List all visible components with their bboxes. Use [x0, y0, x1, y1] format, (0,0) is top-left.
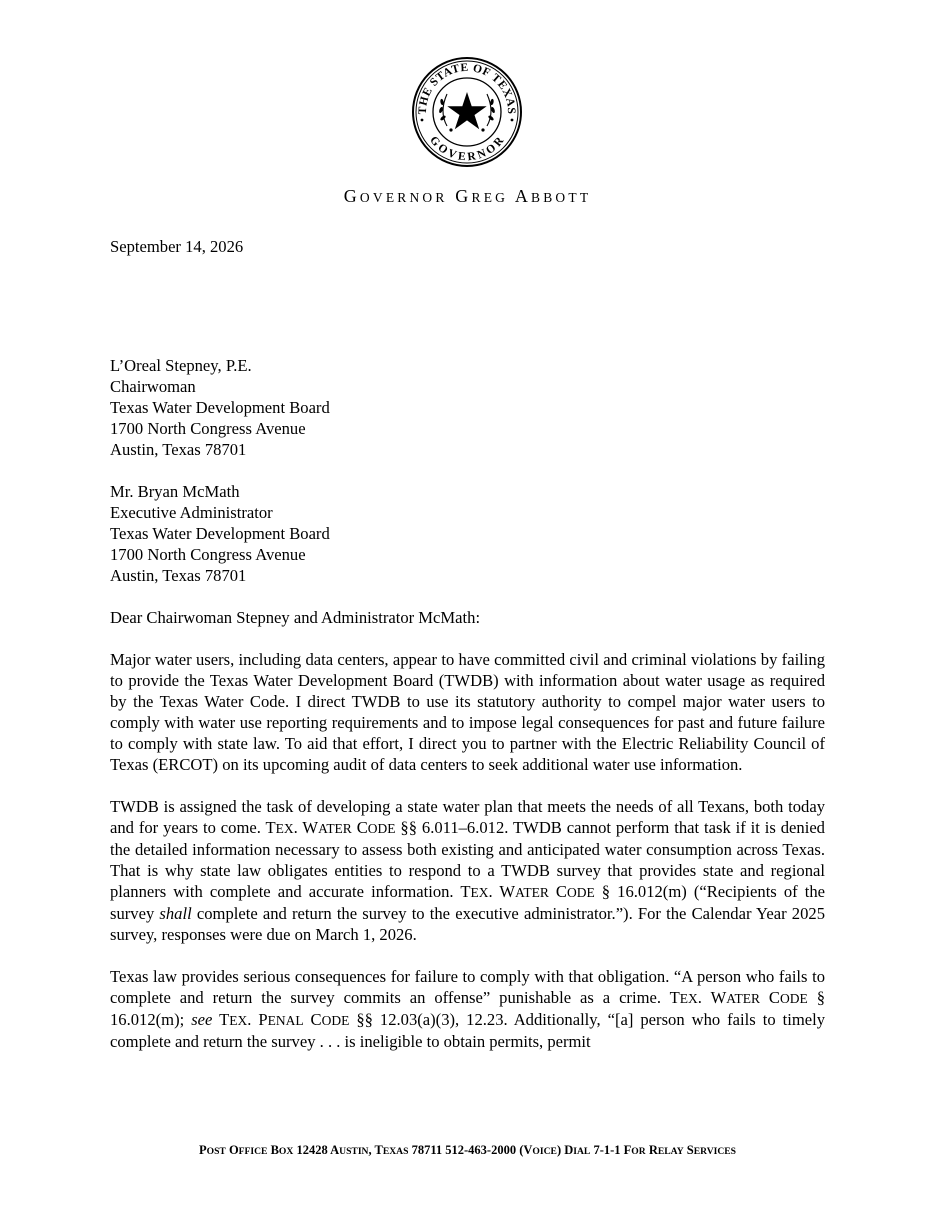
recipient-title: Executive Administrator — [110, 503, 273, 522]
citation-tex-water-code: TEX. WATER CODE — [669, 988, 808, 1007]
citation-tex-water-code: TEX. WATER CODE — [460, 882, 595, 901]
svg-text:THE STATE OF TEXAS: THE STATE OF TEXAS — [416, 61, 518, 115]
letter-date: September 14, 2026 — [110, 237, 244, 256]
recipient-city: Austin, Texas 78701 — [110, 440, 247, 459]
recipient-organization: Texas Water Development Board — [110, 398, 330, 417]
recipient-title: Chairwoman — [110, 377, 196, 396]
recipient-city: Austin, Texas 78701 — [110, 566, 247, 585]
letter-body — [110, 236, 825, 1052]
body-paragraph-2: TWDB is assigned the task of developing a state water plan that meets the needs of all Texans, both today and for years to come. TEX. WATER CODE §§ 6.011–6.012. TWDB cannot perform that task if it is denied the detailed information necessary to assess both existing and anticipated water consumption across Texas. That is why state law obligates entities to respond to a TWDB survey that provides state and regional planners with complete and accurate information. TEX. WATER CODE § 16.012(m) (“Recipients of the survey shall complete and return the survey to the executive administrator.”). For the Calendar Year 2025 survey, responses were due on March 1, 2026. — [110, 797, 825, 944]
recipient-address-1 — [110, 355, 825, 460]
letterhead-title: GOVERNOR GREG ABBOTT — [343, 186, 592, 206]
recipient-street: 1700 North Congress Avenue — [110, 545, 306, 564]
citation-tex-water-code: TEX. WATER CODE — [265, 818, 396, 837]
recipient-name: Mr. Bryan McMath — [110, 482, 240, 501]
emphasis-shall: shall — [159, 904, 192, 923]
svg-text:GOVERNOR: GOVERNOR — [427, 134, 507, 164]
body-paragraph-3: Texas law provides serious consequences for failure to comply with that obligation. “A person who fails to complete and return the survey commits an offense” punishable as a crime. TEX. WATER CODE § 16.012(m); see TEX. PENAL CODE §§ 12.03(a)(3), 12.23. Additionally, “[a] person who fails to timely complete and return the survey . . . is ineligible to obtain permits, permit — [110, 967, 825, 1051]
body-paragraph-1: Major water users, including data centers, appear to have committed civil and criminal violations by failing to provide the Texas Water Development Board (TWDB) with information about water usage as required by the Texas Water Code. I direct TWDB to use its statutory authority to compel major water users to comply with water use reporting requirements and to impose legal consequences for past and future failure to comply with state law. To aid that effort, I direct you to partner with the Electric Reliability Council of Texas (ERCOT) on its upcoming audit of data centers to seek additional water use information. — [110, 650, 825, 774]
recipient-street: 1700 North Congress Avenue — [110, 419, 306, 438]
recipient-organization: Texas Water Development Board — [110, 524, 330, 543]
recipient-name: L’Oreal Stepney, P.E. — [110, 356, 252, 375]
recipient-address-2 — [110, 481, 825, 586]
texas-governor-seal — [411, 56, 523, 168]
salutation: Dear Chairwoman Stepney and Administrator McMath: — [110, 608, 481, 627]
citation-tex-penal-code: TEX. PENAL CODE — [219, 1010, 350, 1029]
footer-contact-info: POST OFFICE BOX 12428 AUSTIN, TEXAS 78711 512-463-2000 (VOICE) DIAL 7-1-1 FOR RELAY SERVICES — [198, 1143, 737, 1157]
